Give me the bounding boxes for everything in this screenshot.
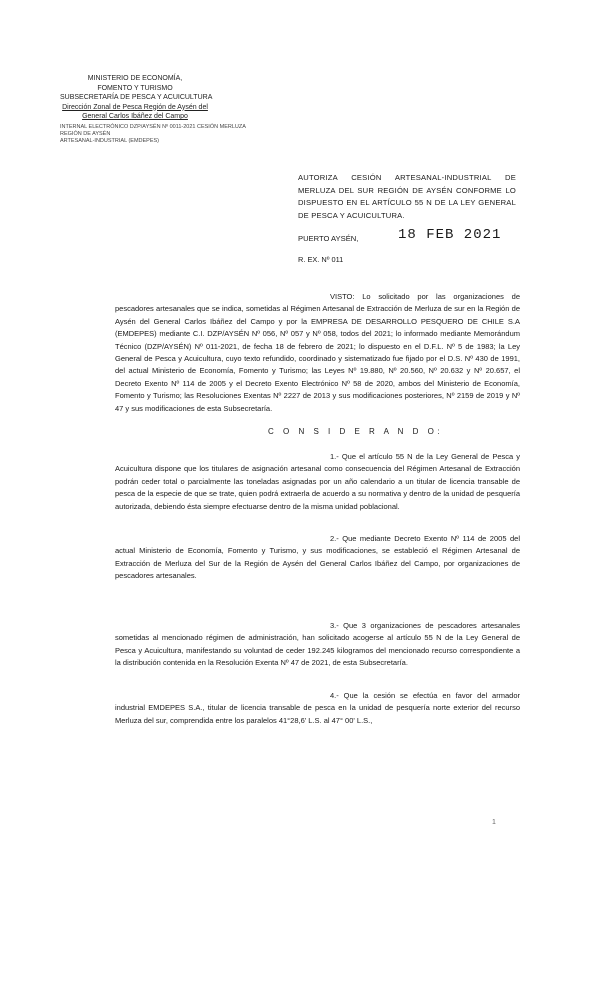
- header-ministry-2: FOMENTO Y TURISMO: [97, 84, 173, 92]
- header-ref-3: ARTESANAL-INDUSTRIAL (EMDEPES): [60, 138, 160, 144]
- header-direccion: Dirección Zonal de Pesca Región de Aysén del: [62, 103, 208, 111]
- considerando-heading: C O N S I D E R A N D O:: [268, 427, 444, 436]
- resolution-title: AUTORIZA CESIÓN ARTESANAL-INDUSTRIAL DE MERLUZA DEL SUR REGIÓN DE AYSÉN CONFORME LO DISPUESTO EN EL ARTÍCULO 55 N DE LA LEY GENERAL DE PESCA Y ACUICULTURA.: [298, 173, 516, 220]
- header-ref-1: INTERNAL ELECTRÓNICO DZP/AYSÉN Nº 0011-2021 CESIÓN MERLUZA: [60, 124, 246, 130]
- place: PUERTO AYSÉN,: [298, 234, 359, 243]
- date-stamp: 18 FEB 2021: [398, 227, 502, 243]
- resolution-number: R. EX. Nº 011: [298, 255, 344, 264]
- considerando-3: 3.- Que 3 organizaciones de pescadores artesanales sometidas al mencionado régimen de administración, han solicitado acogerse al artículo 55 N de la Ley General de Pesca y Acuicultura, manifestando su voluntad de ceder 192.245 kilogramos del mencionado recurso correspondiente a la distribución contenida en la Resolución Exenta Nº 47 de 2021, de esta Subsecretaría.: [115, 621, 520, 668]
- header-ref-2: REGIÓN DE AYSÉN: [60, 131, 111, 137]
- considerando-1: 1.- Que el artículo 55 N de la Ley General de Pesca y Acuicultura dispone que los titulares de asignación artesanal como consecuencia del Régimen Artesanal de Extracción podrán ceder total o parcialmente las toneladas asignadas por un año calendario a un titular de licencia transable de pesca de la especie de que se trate, quien podrá extraerla de acuerdo a su normativa y dentro de la unidad de pesquería autorizada, debiendo ésta siempre efectuarse dentro de la misma unidad poblacional.: [115, 452, 520, 511]
- header-region: General Carlos Ibáñez del Campo: [82, 113, 188, 120]
- header-ministry: MINISTERIO DE ECONOMÍA,: [87, 75, 183, 82]
- letterhead: [60, 74, 246, 144]
- visto-paragraph: VISTO: Lo solicitado por las organizaciones de pescadores artesanales que se indica, sometidas al Régimen Artesanal de Extracción de Merluza de sur en la Región de Aysén del General Carlos Ibáñez del Campo y por la EMPRESA DE DESARROLLO PESQUERO DE CHILE S.A (EMDEPES) mediante C.I. DZP/AYSÉN Nº 056, Nº 057 y Nº 058, todos del 2021; lo informado mediante Memorándum Técnico (DZP/AYSÉN) Nº 011-2021, de fecha 18 de febrero de 2021; lo dispuesto en el D.F.L. Nº 5 de 1983; la Ley General de Pesca y Acuicultura, cuyo texto refundido, coordinado y sistematizado fue fijado por el D.S. Nº 430 de 1991, del actual Ministerio de Economía, Fomento y Turismo; las Leyes Nº 19.880, Nº 20.560, Nº 20.632 y Nº 20.657, el Decreto Exento Nº 114 de 2005 y el Decreto Exento Electrónico Nº 58 de 2020, ambos del Ministerio de Economía, Fomento y Turismo; las Resoluciones Exentas Nº 2227 de 2013 y sus modificaciones posteriores, Nº 2159 de 2019 y Nº 47 y sus modificaciones de esta Subsecretaría.: [115, 292, 520, 413]
- considerando-4: 4.- Que la cesión se efectúa en favor del armador industrial EMDEPES S.A., titular de licencia transable de pesca en la unidad de pesquería norte exterior del recurso Merluza del sur, comprendida entre los paralelos 41°28,6' L.S. al 47° 00' L.S.,: [115, 691, 520, 725]
- header-subsecretaria: SUBSECRETARÍA DE PESCA Y ACUICULTURA: [60, 94, 213, 101]
- page-number: 1: [492, 819, 496, 826]
- considerando-2: 2.- Que mediante Decreto Exento Nº 114 de 2005 del actual Ministerio de Economía, Fomento y Turismo, y sus modificaciones, se estableció el Régimen Artesanal de Extracción de Merluza del Sur de la Región de Aysén del General Carlos Ibáñez del Campo, por organizaciones de pescadores artesanales.: [115, 534, 520, 581]
